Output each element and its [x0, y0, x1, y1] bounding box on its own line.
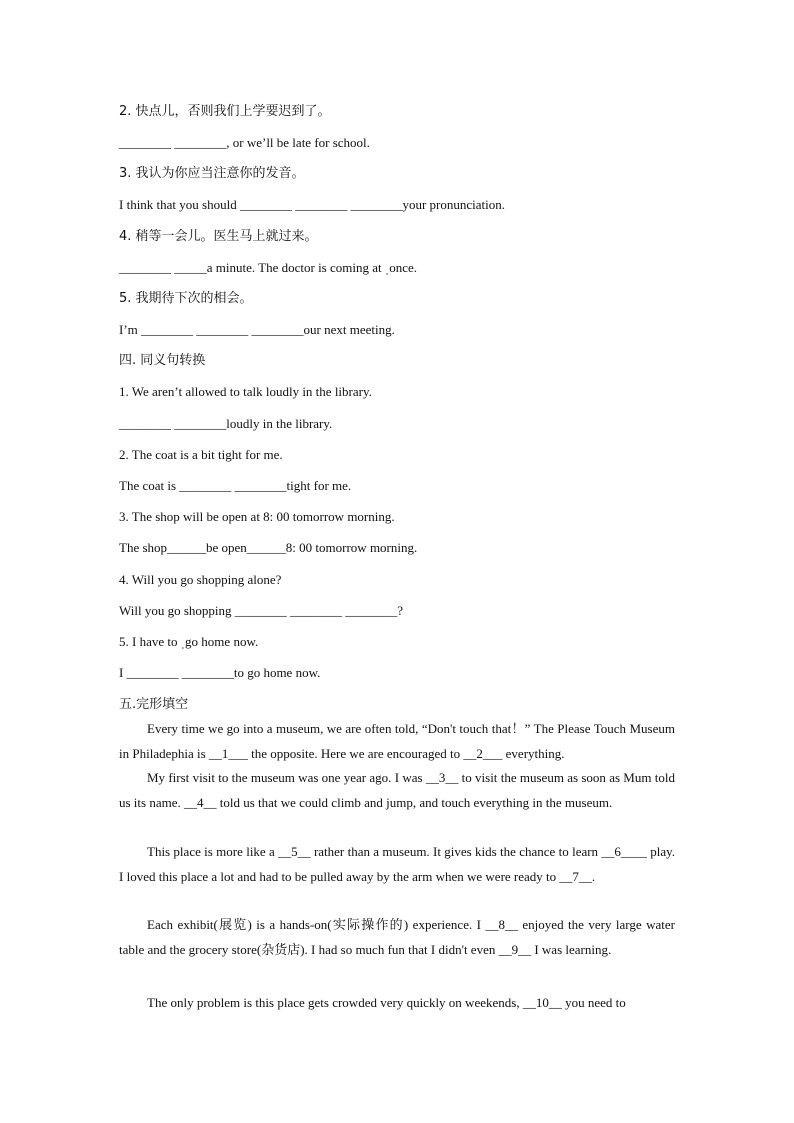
section-5-heading: 五.完形填空 [119, 697, 189, 712]
cloze-paragraph-1: Every time we go into a museum, we are often told, “Don't touch that！” The Please Touch Museum in Philadephia is __1___ the opposite. Here we are encouraged to __2___ everything. [119, 721, 675, 761]
rewrite-5-answer-line: I ________ ________to go home now. [119, 665, 321, 680]
rewrite-5-question: 5. I have to ˌgo home now. [119, 634, 259, 649]
rewrite-4-answer-line: Will you go shopping ________ ________ ________? [119, 603, 404, 618]
translation-3-answer-line: I think that you should ________ ________ ________your pronunciation. [119, 197, 506, 212]
rewrite-3-answer-line: The shop______be open______8: 00 tomorrow morning. [119, 540, 418, 555]
translation-3-chinese: 3. 我认为你应当注意你的发音。 [119, 166, 305, 181]
translation-5-chinese: 5. 我期待下次的相会。 [119, 291, 253, 306]
rewrite-1-question: 1. We aren’t allowed to talk loudly in the library. [119, 384, 372, 399]
cloze-paragraph-4: Each exhibit(展览) is a hands-on(实际操作的) experience. I __8__ enjoyed the very large water table and the grocery store(杂货店). I had so much fun that I didn't even __9__ I was learning. [119, 917, 675, 957]
cloze-paragraph-3: This place is more like a __5__ rather than a museum. It gives kids the chance to learn __6____ play. I loved this place a lot and had to be pulled away by the arm when we were ready to __7__. [119, 844, 675, 884]
translation-4-answer-line: ________ _____a minute. The doctor is coming at ˌonce. [119, 260, 417, 275]
rewrite-1-answer-line: ________ ________loudly in the library. [119, 416, 333, 431]
rewrite-4-question: 4. Will you go shopping alone? [119, 572, 282, 587]
rewrite-2-answer-line: The coat is ________ ________tight for me. [119, 478, 352, 493]
translation-2-chinese: 2. 快点儿，否则我们上学要迟到了。 [119, 104, 331, 119]
translation-2-answer-line: ________ ________, or we’ll be late for school. [119, 135, 370, 150]
translation-4-chinese: 4. 稍等一会儿。医生马上就过来。 [119, 229, 318, 244]
cloze-paragraph-5: The only problem is this place gets crowded very quickly on weekends, __10__ you need to [147, 995, 626, 1010]
rewrite-2-question: 2. The coat is a bit tight for me. [119, 447, 283, 462]
section-4-heading: 四. 同义句转换 [119, 353, 206, 368]
cloze-paragraph-2: My first visit to the museum was one year ago. I was __3__ to visit the museum as soon as Mum told us its name. __4__ told us that we could climb and jump, and touch everything in the museum. [119, 770, 675, 810]
rewrite-3-question: 3. The shop will be open at 8: 00 tomorrow morning. [119, 509, 395, 524]
translation-5-answer-line: I’m ________ ________ ________our next meeting. [119, 322, 395, 337]
